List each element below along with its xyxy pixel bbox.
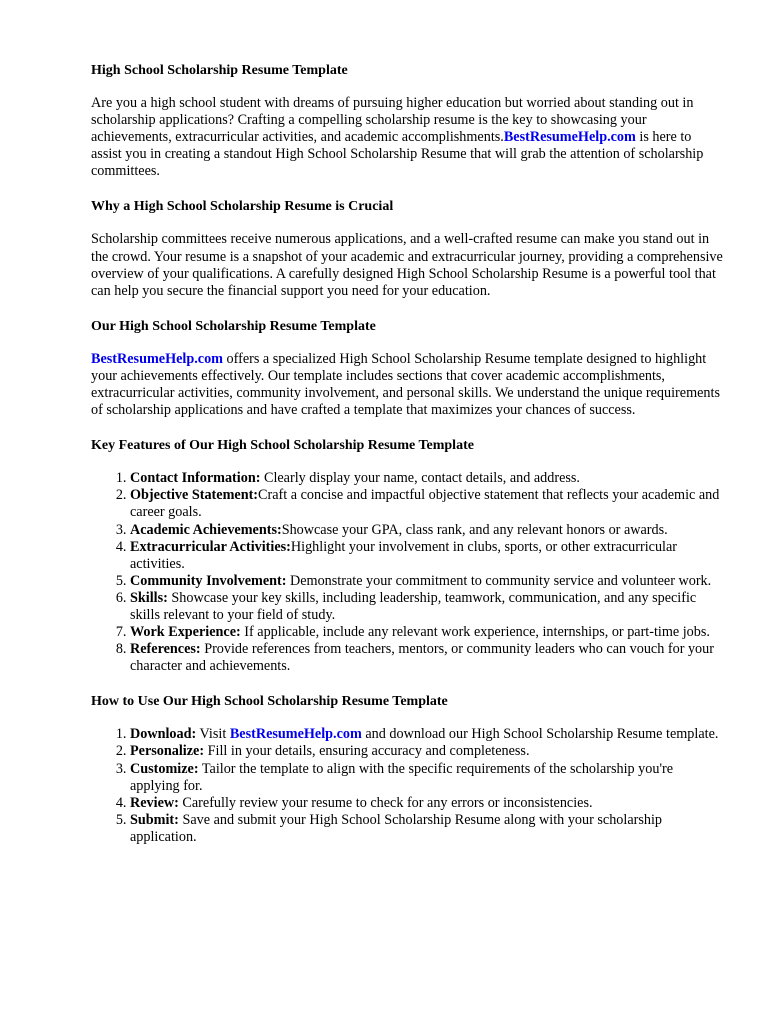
document-title: High School Scholarship Resume Template bbox=[91, 63, 348, 78]
feature-text: Clearly display your name, contact details, and address. bbox=[260, 470, 580, 487]
step-text: Tailor the template to align with the specific requirements of the scholarship you're applying for. bbox=[130, 760, 674, 794]
step-label: Customize: bbox=[130, 760, 199, 777]
our-template-text: offers a specialized High School Scholarship Resume template designed to highlight your achievements effectively. Our template includes sections that cover academic accomplishments, extracurricular activities, community involvement, and personal skills. We understand the unique requirements of scholarship applications and have crafted a template that maximizes your chances of success. bbox=[91, 350, 720, 419]
feature-label: Skills: bbox=[130, 589, 168, 606]
intro-text: Are you a high school student with dreams of pursuing higher education but worried about standing out in scholarship applications? Crafting a compelling scholarship resume is the key to showcasing your achievements, extracurricular activities, and academic accomplishments. bbox=[91, 95, 694, 146]
list-item bbox=[130, 761, 724, 795]
feature-text: Demonstrate your commitment to community service and volunteer work. bbox=[286, 572, 712, 589]
why-heading: Why a High School Scholarship Resume is Crucial bbox=[91, 199, 394, 215]
our-template-heading: Our High School Scholarship Resume Template bbox=[91, 318, 376, 334]
list-item bbox=[130, 470, 724, 487]
feature-text: Showcase your key skills, including leadership, teamwork, communication, and any specific skills relevant to your field of study. bbox=[130, 589, 697, 623]
intro-paragraph bbox=[91, 95, 723, 180]
step-label: Submit: bbox=[130, 811, 179, 828]
list-item bbox=[130, 795, 724, 812]
step-text: Visit bbox=[196, 726, 230, 743]
list-item bbox=[130, 487, 724, 521]
feature-label: Contact Information: bbox=[130, 470, 261, 487]
list-item bbox=[130, 573, 724, 590]
how-to-list bbox=[91, 726, 724, 846]
feature-label: Work Experience: bbox=[130, 624, 241, 641]
list-item bbox=[130, 812, 724, 846]
list-item bbox=[130, 641, 724, 675]
why-paragraph: Scholarship committees receive numerous applications, and a well-crafted resume can make you stand out in the crowd. Your resume is a snapshot of your academic and extracurricular journey, providing a comprehensive overview of your qualifications. A carefully designed High School Scholarship Resume is a powerful tool that can help you secure the financial support you need for your education. bbox=[91, 231, 723, 299]
feature-text: If applicable, include any relevant work experience, internships, or part-time jobs. bbox=[240, 624, 710, 641]
step-label: Review: bbox=[130, 794, 179, 811]
feature-label: Extracurricular Activities: bbox=[130, 538, 291, 555]
step-label: Download: bbox=[130, 726, 197, 743]
list-item bbox=[130, 624, 724, 641]
feature-text: Craft a concise and impactful objective statement that reflects your academic and career goals. bbox=[130, 487, 720, 521]
key-features-heading: Key Features of Our High School Scholarship Resume Template bbox=[91, 438, 474, 454]
list-item bbox=[130, 743, 724, 760]
list-item bbox=[130, 726, 724, 743]
how-to-heading: How to Use Our High School Scholarship Resume Template bbox=[91, 694, 448, 710]
step-text: Carefully review your resume to check for any errors or inconsistencies. bbox=[178, 794, 593, 811]
step-text: Save and submit your High School Scholarship Resume along with your scholarship application. bbox=[130, 811, 662, 845]
feature-text: Highlight your involvement in clubs, sports, or other extracurricular activities. bbox=[130, 538, 678, 572]
key-features-list bbox=[91, 470, 724, 675]
bestresumehelp-link[interactable]: BestResumeHelp.com bbox=[91, 350, 223, 367]
list-item bbox=[130, 590, 724, 624]
bestresumehelp-link[interactable]: BestResumeHelp.com bbox=[229, 726, 362, 743]
step-text: and download our High School Scholarship Resume template. bbox=[361, 726, 719, 743]
feature-label: Academic Achievements: bbox=[130, 521, 282, 538]
step-text: Fill in your details, ensuring accuracy and completeness. bbox=[204, 743, 530, 760]
feature-text: Provide references from teachers, mentors, or community leaders who can vouch for your character and achievements. bbox=[130, 641, 714, 675]
our-template-paragraph bbox=[91, 351, 723, 419]
step-label: Personalize: bbox=[130, 743, 205, 760]
feature-label: References: bbox=[130, 641, 201, 658]
list-item bbox=[130, 539, 724, 573]
bestresumehelp-link[interactable]: BestResumeHelp.com bbox=[503, 129, 636, 146]
feature-label: Objective Statement: bbox=[130, 487, 259, 504]
intro-text-end: is here to assist you in creating a standout High School Scholarship Resume that will grab the attention of scholarship committees. bbox=[91, 129, 704, 180]
list-item bbox=[130, 522, 724, 539]
feature-text: Showcase your GPA, class rank, and any relevant honors or awards. bbox=[281, 521, 668, 538]
feature-label: Community Involvement: bbox=[130, 572, 287, 589]
